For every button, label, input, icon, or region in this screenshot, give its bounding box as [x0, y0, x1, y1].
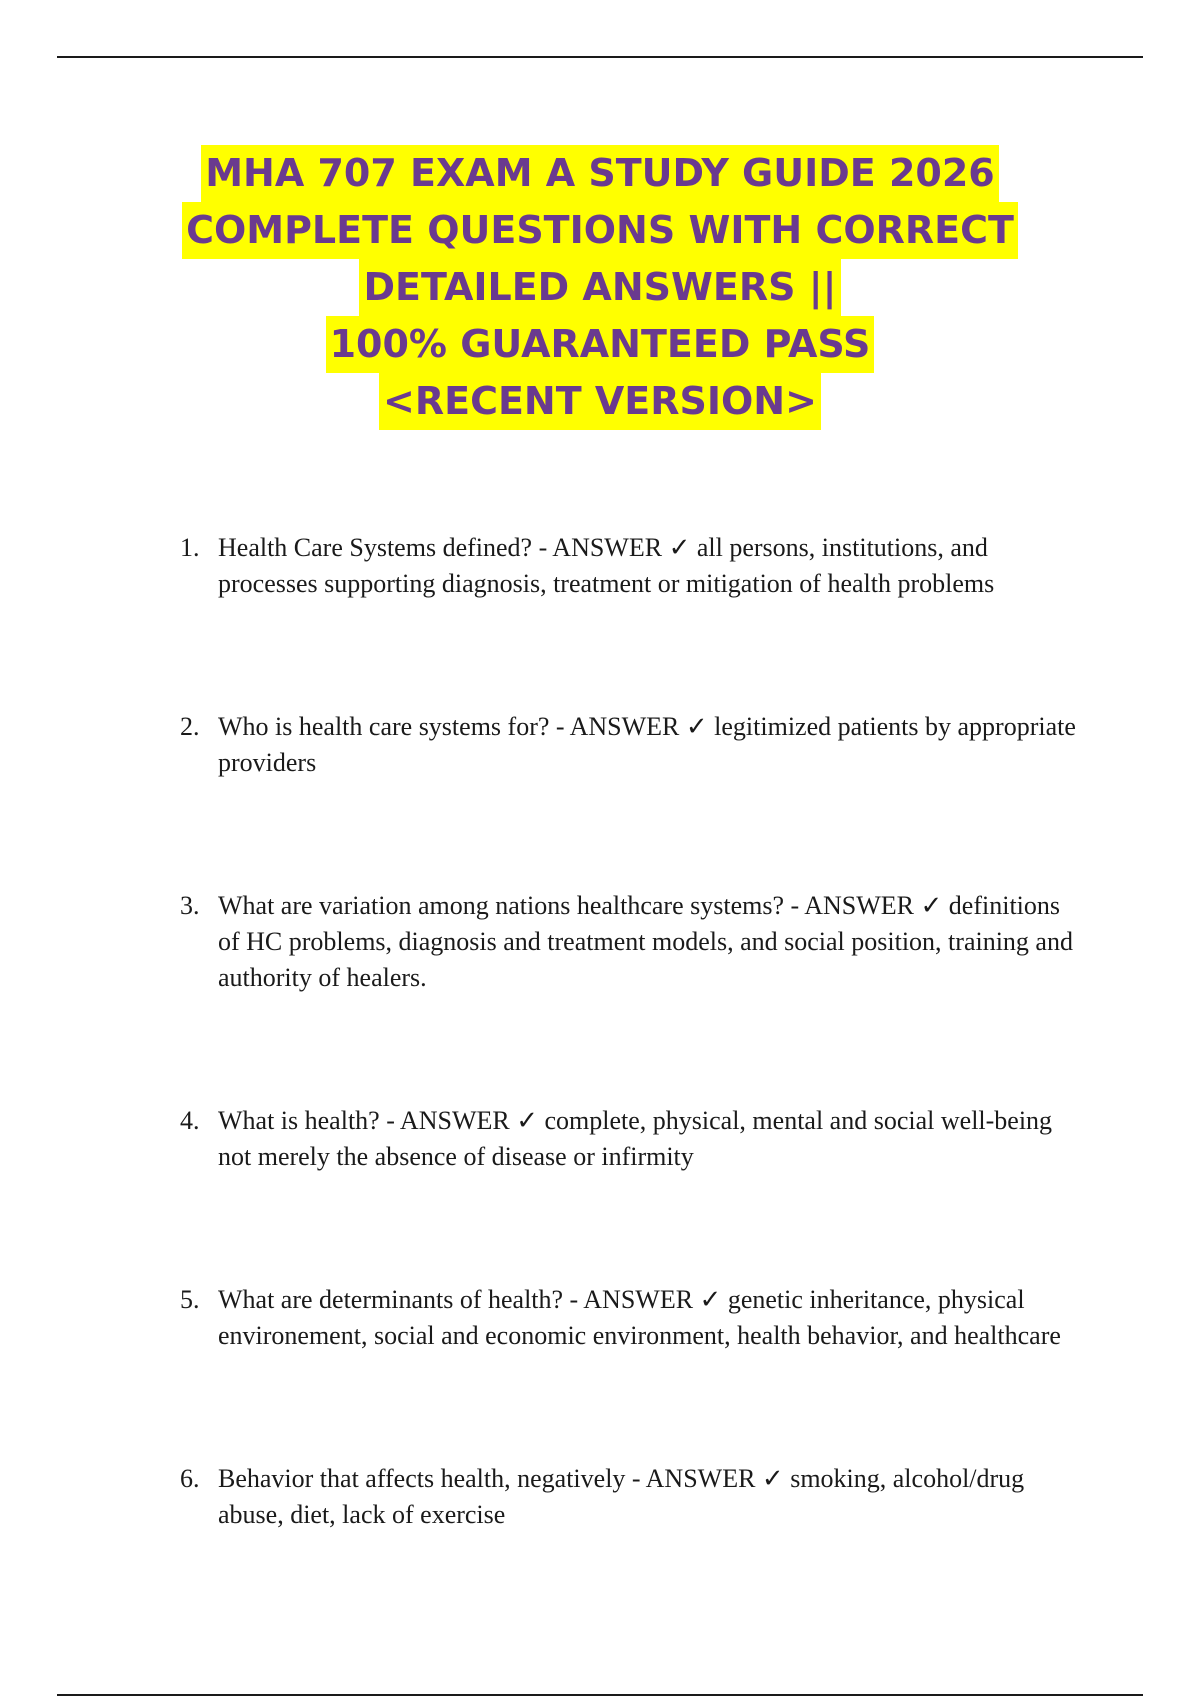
- title-line-1: MHA 707 EXAM A STUDY GUIDE 2026: [201, 145, 999, 202]
- item-text: What is health? - ANSWER ✓ complete, physical, mental and social well-being not merely the absence of disease or infirmity: [218, 1106, 1053, 1171]
- list-item: [180, 1103, 1080, 1175]
- item-number: 4.: [180, 1106, 200, 1135]
- list-item: [180, 888, 1080, 996]
- document-title: [0, 145, 1200, 430]
- bottom-divider: [57, 1694, 1143, 1696]
- item-number: 6.: [180, 1464, 200, 1493]
- list-item: [180, 1461, 1080, 1533]
- top-divider: [57, 56, 1143, 58]
- list-item: [180, 709, 1080, 781]
- item-text: Who is health care systems for? - ANSWER ✓ legitimized patients by appropriate providers: [218, 712, 1076, 777]
- title-line-4: 100% GUARANTEED PASS: [326, 316, 875, 373]
- item-number: 3.: [180, 891, 200, 920]
- title-line-5: <RECENT VERSION>: [379, 373, 821, 430]
- title-line-3: DETAILED ANSWERS ||: [359, 259, 840, 316]
- item-text: Behavior that affects health, negatively - ANSWER ✓ smoking, alcohol/drug abuse, diet, lack of exercise: [218, 1464, 1025, 1529]
- item-number: 5.: [180, 1285, 200, 1314]
- item-number: 2.: [180, 712, 200, 741]
- title-line-2: COMPLETE QUESTIONS WITH CORRECT: [182, 202, 1018, 259]
- list-item: [180, 1282, 1080, 1354]
- question-answer-list: [180, 530, 1080, 1640]
- item-text: Health Care Systems defined? - ANSWER ✓ all persons, institutions, and processes supporting diagnosis, treatment or mitigation of health problems: [218, 533, 995, 598]
- item-text: What are variation among nations healthcare systems? - ANSWER ✓ definitions of HC problems, diagnosis and treatment models, and social position, training and authority of healers.: [218, 891, 1073, 992]
- item-number: 1.: [180, 533, 200, 562]
- list-item: [180, 530, 1080, 602]
- item-text: What are determinants of health? - ANSWER ✓ genetic inheritance, physical environement, social and economic environment, health behavior, and healthcare: [218, 1285, 1061, 1350]
